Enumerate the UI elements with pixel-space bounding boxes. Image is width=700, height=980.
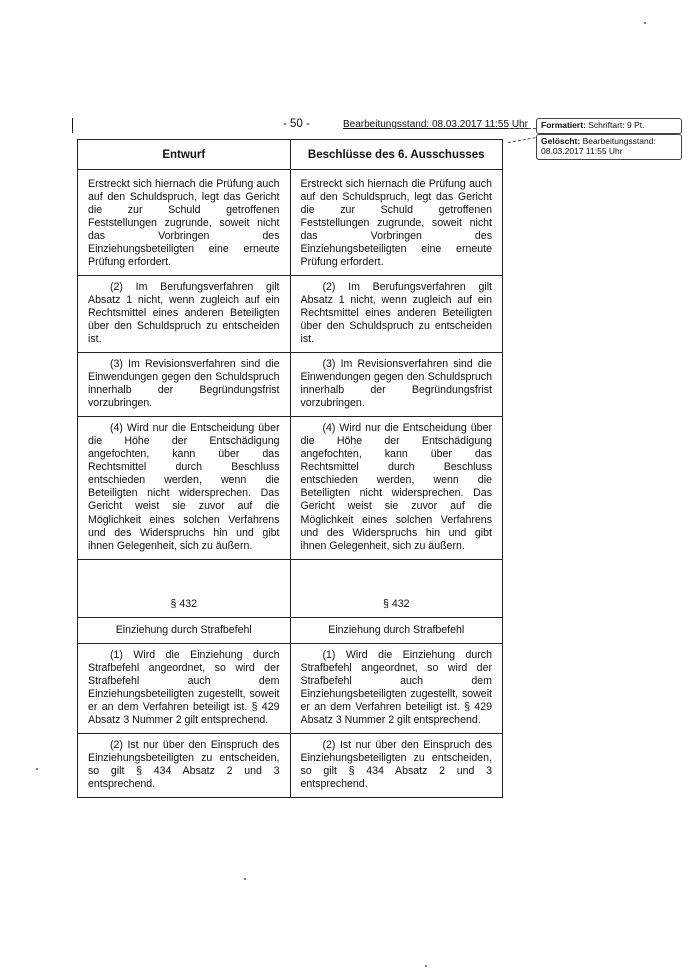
table-cell bbox=[78, 276, 291, 353]
comment-text: Schriftart: 9 Pt. bbox=[588, 120, 645, 130]
table-header-row bbox=[78, 140, 503, 170]
comment-label: Gelöscht: bbox=[541, 136, 581, 146]
cell-text: (2) Im Berufungsverfahren gilt Absatz 1 nicht, wenn zugleich auf ein Rechtsmittel eines anderen Beteiligten über den Schuldspruch zu entscheiden ist. bbox=[88, 281, 280, 346]
cell-text: (3) Im Revisionsverfahren sind die Einwendungen gegen den Schuldspruch innerhalb der Begründungsfrist vorzubringen. bbox=[300, 358, 492, 410]
table-row bbox=[78, 170, 503, 276]
comment-connector bbox=[508, 128, 536, 129]
cell-text: (1) Wird die Einziehung durch Strafbefehl angeordnet, so wird der Strafbefehl auch dem Einziehungsbeteiligten zugestellt, soweit er an dem Verfahren beteiligt ist. § 429 Absatz 3 Nummer 2 gilt entsprechend. bbox=[300, 648, 492, 726]
table-cell bbox=[78, 170, 291, 276]
cell-text: Erstreckt sich hiernach die Prüfung auch auf den Schuldspruch, legt das Gericht die zur Schuld getroffenen Feststellungen zugrunde, soweit nicht das Vorbringen des Einziehungsbeteiligten eine erneute Prüfung erfordert. bbox=[88, 178, 280, 269]
section-title-cell bbox=[290, 617, 503, 643]
scan-speck bbox=[644, 22, 646, 24]
scan-speck bbox=[244, 878, 246, 880]
table-cell bbox=[78, 417, 291, 559]
page-number: - 50 - bbox=[283, 118, 310, 130]
cell-text: (4) Wird nur die Entscheidung über die Höhe der Entschädigung angefochten, kann über das Rechtsmittel durch Beschluss entschieden werden, wenn die Beteiligten nicht widersprechen. Das Gericht weist sie zuvor auf die Möglichkeit eines solchen Verfahrens und des Widerspruchs hin und gibt ihnen Gelegenheit, sich zu äußern. bbox=[88, 422, 280, 552]
section-row bbox=[78, 590, 503, 618]
table-cell bbox=[290, 643, 503, 733]
table-cell bbox=[290, 417, 503, 559]
section-title-row bbox=[78, 617, 503, 643]
page-margin-marker bbox=[72, 118, 73, 133]
comment-deleted[interactable] bbox=[536, 134, 682, 160]
cell-text: Erstreckt sich hiernach die Prüfung auch auf den Schuldspruch, legt das Gericht die zur Schuld getroffenen Feststellungen zugrunde, soweit nicht das Vorbringen des Einziehungsbeteiligten eine erneute Prüfung erfordert. bbox=[300, 178, 492, 269]
spacer-cell bbox=[78, 559, 291, 590]
header-draft: Entwurf bbox=[162, 149, 206, 161]
comment-text: Bearbeitungsstand: 08.03.2017 11:55 Uhr bbox=[541, 136, 656, 156]
section-cell bbox=[290, 590, 503, 618]
spacer-row bbox=[78, 559, 503, 590]
section-cell bbox=[78, 590, 291, 618]
table-cell bbox=[78, 733, 291, 797]
cell-text: (2) Im Berufungsverfahren gilt Absatz 1 nicht, wenn zugleich auf ein Rechtsmittel eines anderen Beteiligten über den Schuldspruch zu entscheiden ist. bbox=[300, 281, 492, 346]
spacer-cell bbox=[290, 559, 503, 590]
cell-text: (2) Ist nur über den Einspruch des Einziehungsbeteiligten zu entscheiden, so gilt § 434 Absatz 2 und 3 entsprechend. bbox=[88, 738, 280, 790]
table-cell bbox=[290, 276, 503, 353]
scan-speck bbox=[36, 768, 38, 770]
header-cell bbox=[78, 140, 291, 170]
table-row bbox=[78, 733, 503, 797]
table-cell bbox=[78, 643, 291, 733]
table-row bbox=[78, 417, 503, 559]
section-title-cell bbox=[78, 617, 291, 643]
cell-text: (1) Wird die Einziehung durch Strafbefehl angeordnet, so wird der Strafbefehl auch dem Einziehungsbeteiligten zugestellt, soweit er an dem Verfahren beteiligt ist. § 429 Absatz 3 Nummer 2 gilt entsprechend. bbox=[88, 648, 280, 726]
table-cell bbox=[290, 353, 503, 417]
scan-speck bbox=[425, 965, 427, 967]
section-number: § 432 bbox=[170, 597, 197, 610]
table-row bbox=[78, 643, 503, 733]
table-cell bbox=[290, 170, 503, 276]
status-line: Bearbeitungsstand: 08.03.2017 11:55 Uhr bbox=[343, 119, 528, 130]
table-cell bbox=[290, 733, 503, 797]
header-cell bbox=[290, 140, 503, 170]
table-cell bbox=[78, 353, 291, 417]
cell-text: (4) Wird nur die Entscheidung über die Höhe der Entschädigung angefochten, kann über das Rechtsmittel durch Beschluss entschieden werden, wenn die Beteiligten nicht widersprechen. Das Gericht weist sie zuvor auf die Möglichkeit eines solchen Verfahrens und des Widerspruchs hin und gibt ihnen Gelegenheit, sich zu äußern. bbox=[300, 422, 492, 552]
synopsis-table bbox=[77, 139, 503, 798]
comment-label: Formatiert: bbox=[541, 120, 586, 130]
section-title: Einziehung durch Strafbefehl bbox=[115, 623, 252, 636]
table-row bbox=[78, 353, 503, 417]
cell-text: (2) Ist nur über den Einspruch des Einziehungsbeteiligten zu entscheiden, so gilt § 434 Absatz 2 und 3 entsprechend. bbox=[300, 738, 492, 790]
section-number: § 432 bbox=[382, 597, 410, 610]
comment-formatted[interactable] bbox=[536, 118, 682, 134]
comment-connector bbox=[508, 137, 536, 143]
header-resolutions: Beschlüsse des 6. Ausschusses bbox=[307, 149, 485, 161]
cell-text: (3) Im Revisionsverfahren sind die Einwendungen gegen den Schuldspruch innerhalb der Begründungsfrist vorzubringen. bbox=[88, 358, 280, 410]
section-title: Einziehung durch Strafbefehl bbox=[328, 623, 465, 636]
table-row bbox=[78, 276, 503, 353]
